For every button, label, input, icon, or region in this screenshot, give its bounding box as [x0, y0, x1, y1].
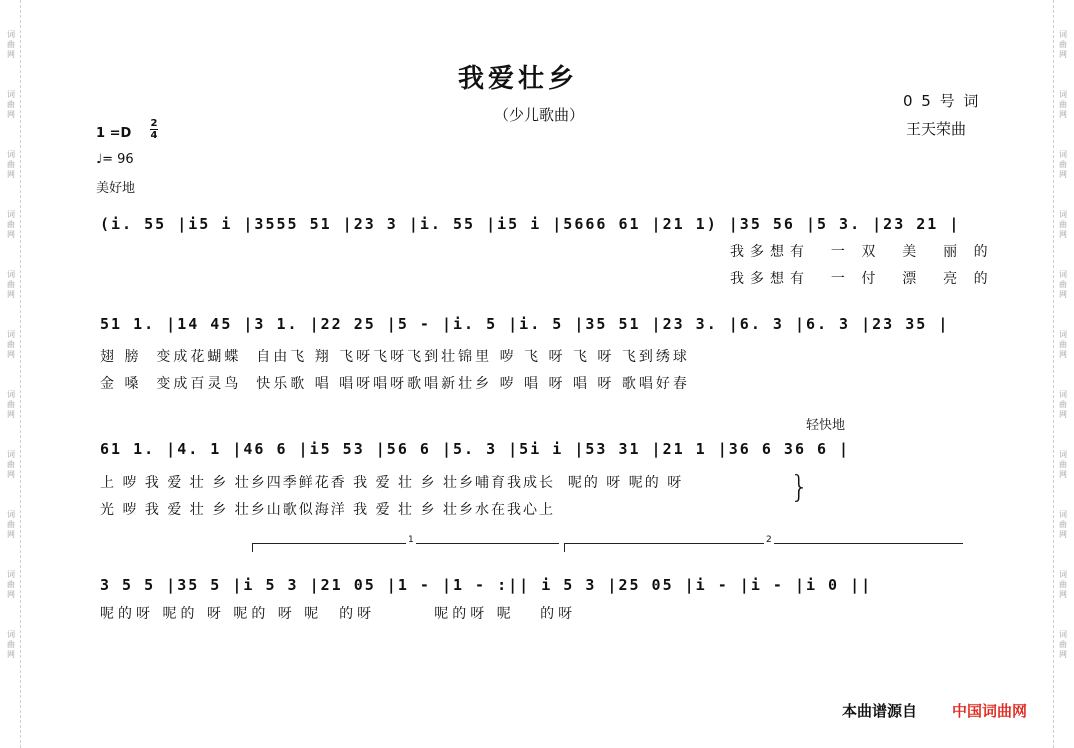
watermark-group: 词 曲 网	[7, 150, 15, 179]
lyricist-credit: 0 5 号 词	[903, 92, 981, 110]
watermark-group: 词 曲 网	[1059, 270, 1067, 299]
song-subtitle: （少儿歌曲）	[494, 106, 585, 124]
watermark-group: 词 曲 网	[7, 30, 15, 59]
watermark-group: 词 曲 网	[1059, 90, 1067, 119]
tempo-change-marking: 轻快地	[806, 418, 846, 433]
watermark-group: 词 曲 网	[7, 510, 15, 539]
watermark-group: 词 曲 网	[1059, 630, 1067, 659]
key-signature: 1 =D	[96, 126, 132, 141]
watermark-group: 词 曲 网	[7, 210, 15, 239]
watermark-group: 词 曲 网	[7, 390, 15, 419]
first-ending-number: 1	[408, 535, 414, 545]
tempo-marking: ♩= 96	[96, 152, 134, 167]
lyric-line-1-verse-2: 我多想有 一 付 漂 亮 的	[730, 271, 994, 287]
first-ending-bracket	[252, 535, 559, 552]
watermark-group: 词 曲 网	[7, 630, 15, 659]
watermark-group: 词 曲 网	[1059, 330, 1067, 359]
source-brand-link[interactable]: 中国词曲网	[952, 702, 1028, 720]
notation-line-3: 61 1. |4. 1 |46 6 |i5 53 |56 6 |5. 3 |5i i |53 31 |21 1 |36 6 36 6 |	[100, 440, 851, 458]
time-signature-bottom: 4	[150, 130, 158, 141]
source-label: 本曲谱源自	[842, 702, 918, 720]
watermark-group: 词 曲 网	[7, 90, 15, 119]
lyric-line-1-verse-1: 我多想有 一 双 美 丽 的	[730, 244, 994, 260]
verse-brace: }	[790, 470, 810, 505]
lyric-line-4: 呢的呀 呢的 呀 呢的 呀 呢 的呀 呢的呀 呢 的呀	[100, 606, 577, 622]
time-signature	[150, 118, 158, 141]
watermark-group: 词 曲 网	[1059, 150, 1067, 179]
expression-marking: 美好地	[96, 181, 136, 196]
time-signature-top: 2	[150, 118, 158, 129]
watermark-group: 词 曲 网	[7, 570, 15, 599]
lyric-line-3-verse-2: 光 哕 我 爱 壮 乡 壮乡山歌似海洋 我 爱 壮 乡 壮乡水在我心上	[100, 502, 555, 518]
watermark-group: 词 曲 网	[7, 450, 15, 479]
watermark-group: 词 曲 网	[1059, 30, 1067, 59]
song-title: 我爱壮乡	[458, 64, 579, 94]
composer-credit: 王天荣曲	[906, 120, 967, 138]
watermark-group: 词 曲 网	[1059, 450, 1067, 479]
watermark-group: 词 曲 网	[1059, 510, 1067, 539]
notation-line-2: 51 1. |14 45 |3 1. |22 25 |5 - |i. 5 |i. 5 |35 51 |23 3. |6. 3 |6. 3 |23 35 |	[100, 315, 950, 333]
watermark-group: 词 曲 网	[1059, 210, 1067, 239]
right-watermark-strip	[1053, 0, 1072, 748]
lyric-line-2-verse-1: 翅 膀 变成花蝴蝶 自由飞 翔 飞呀飞呀飞到壮锦里 哕 飞 呀 飞 呀 飞到绣球	[100, 349, 690, 365]
watermark-group: 词 曲 网	[7, 330, 15, 359]
watermark-group: 词 曲 网	[1059, 390, 1067, 419]
notation-line-1: (i. 55 |i5 i |3555 51 |23 3 |i. 55 |i5 i |5666 61 |21 1) |35 56 |5 3. |23 21 |	[100, 215, 961, 233]
left-watermark-strip	[2, 0, 21, 748]
watermark-group: 词 曲 网	[7, 270, 15, 299]
second-ending-bracket	[564, 535, 963, 552]
lyric-line-3-verse-1: 上 哕 我 爱 壮 乡 壮乡四季鲜花香 我 爱 壮 乡 壮乡哺育我成长 呢的 呀 呢的 呀	[100, 475, 684, 491]
lyric-line-2-verse-2: 金 嗓 变成百灵鸟 快乐歌 唱 唱呀唱呀歌唱新壮乡 哕 唱 呀 唱 呀 歌唱好春	[100, 376, 690, 392]
second-ending-number: 2	[766, 535, 772, 545]
notation-line-4: 3 5 5 |35 5 |i 5 3 |21 05 |1 - |1 - :|| i 5 3 |25 05 |i - |i - |i 0 ||	[100, 576, 873, 594]
watermark-group: 词 曲 网	[1059, 570, 1067, 599]
